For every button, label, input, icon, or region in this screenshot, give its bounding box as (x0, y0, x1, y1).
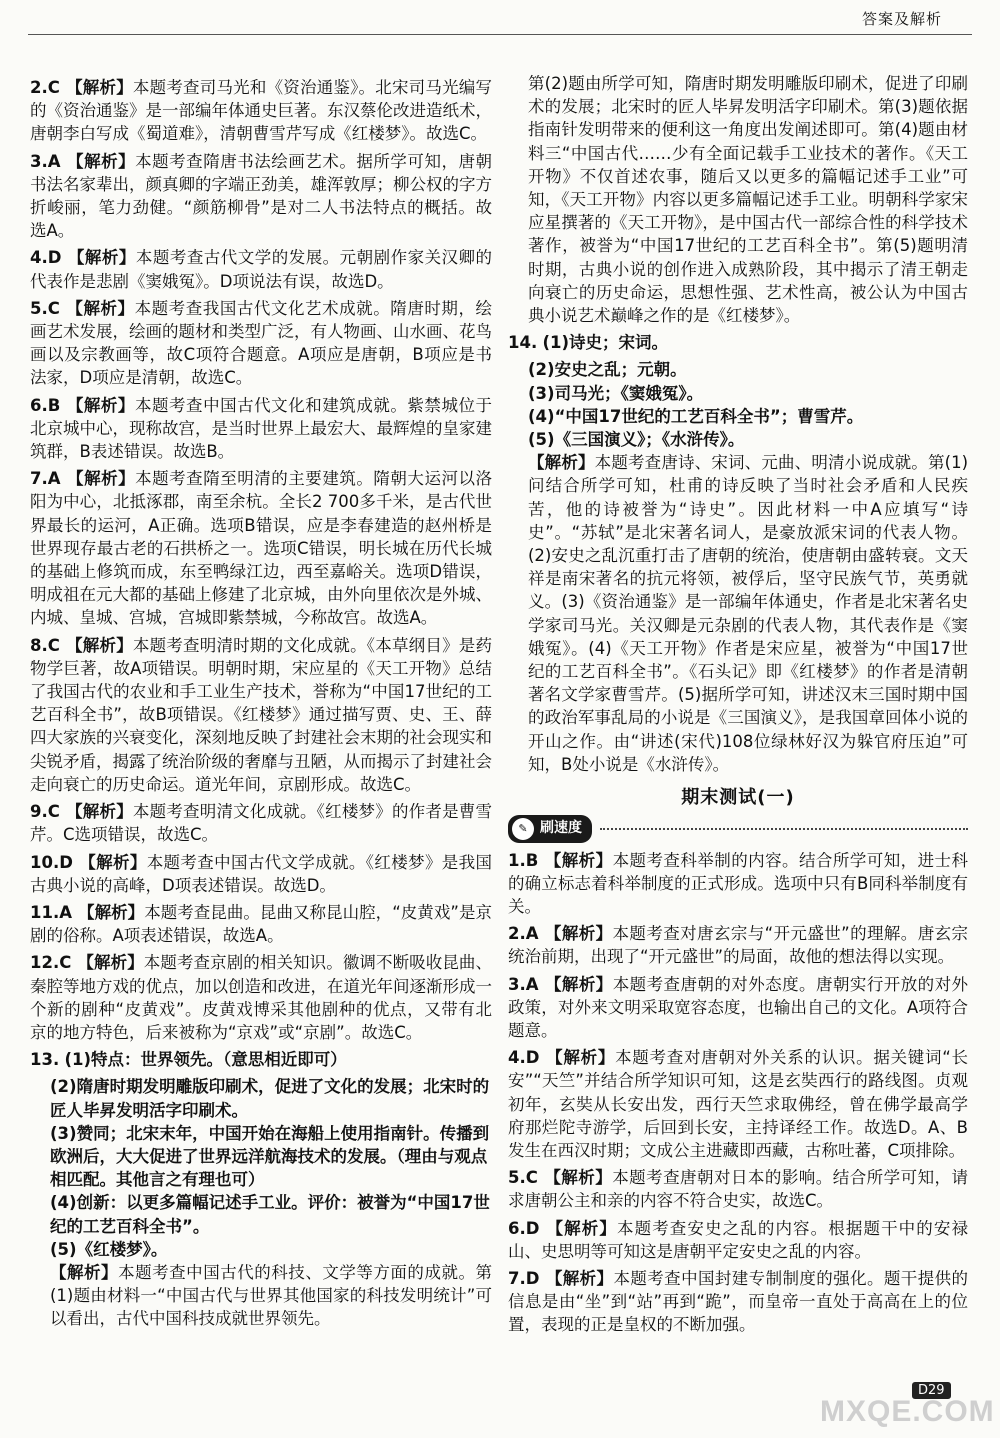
analysis-tag: 【解析】 (544, 924, 613, 944)
answer-item (508, 1166, 968, 1212)
answer-choice: B (525, 850, 539, 870)
pen-icon: ✎ (512, 818, 534, 840)
analysis-text: 本题考查中国古代文化和建筑成就。紫禁城位于北京城中心，现称故宫，是当时世界上最宏大、最辉煌的皇家建筑群，B表述错误。故选B。 (30, 395, 493, 462)
item-number: 3. (30, 151, 48, 171)
answer-choice: A (525, 924, 539, 944)
answer-item (508, 849, 968, 919)
analysis-text: 本题考查隋唐书法绘画艺术。据所学可知，唐朝书法名家辈出，颜真卿的字端正劲美，雄浑敦厚；柳公权的字方折峻丽，笔力劲健。“颜筋柳骨”是对二人书法特点的概括。故选A。 (30, 151, 493, 241)
answer-item (30, 394, 492, 464)
item-number: 6. (30, 395, 48, 415)
answer-item (30, 76, 492, 146)
analysis-text: 本题考查昆曲。昆曲又称昆山腔，“皮黄戏”是京剧的俗称。A项表述错误，故选A。 (30, 902, 492, 946)
q14-line-4: (4)“中国17世纪的工艺百科全书”；曹雪芹。 (528, 406, 864, 426)
analysis-tag: 【解析】 (65, 802, 133, 822)
item-number: 5. (30, 298, 48, 318)
analysis-tag: 【解析】 (66, 469, 136, 489)
analysis-text: 本题考查明清文化成就。《红楼梦》的作者是曹雪芹。C选项错误，故选C。 (30, 802, 493, 845)
item-number: 8. (30, 635, 48, 655)
answer-choice: A (47, 151, 61, 171)
answer-choice: B (47, 395, 61, 415)
q13-line-1: (1)特点：世界领先。（意思相近即可） (64, 1050, 347, 1070)
analysis-text: 本题考查对唐玄宗与“开元盛世”的理解。唐玄宗统治前期，出现了“开元盛世”的局面，故他的想法得以实现。 (508, 924, 968, 967)
analysis-text: 本题考查唐朝对日本的影响。结合所学可知，请求唐朝公主和亲的内容不符合史实，故选C。 (508, 1168, 968, 1211)
q14-analysis (508, 451, 968, 776)
answer-choice: A (47, 469, 61, 489)
q13-line-2: (2)隋唐时期发明雕版印刷术，促进了文化的发展；北宋时的匠人毕昇发明活字印刷术。 (50, 1077, 490, 1120)
item-number: 13. (30, 1050, 60, 1070)
answer-item (30, 246, 492, 292)
answer-item (30, 951, 492, 1044)
item-number: 2. (508, 924, 526, 944)
analysis-text: 本题考查对唐朝对外关系的认识。据关键词“长安”“天竺”并结合所学知识可知，这是玄奘西行的路线图。贞观初年，玄奘从长安出发，西行天竺求取佛经，曾在佛学最高学府那烂陀寺游学，后回到长安，主持译经工作。故选D。A、B发生在西汉时期；文成公主进藏即西藏，古称吐蕃，C项排除。 (508, 1048, 968, 1160)
answer-choice: D (59, 852, 73, 872)
item-number: 9. (30, 802, 48, 822)
q14-line-3: (3)司马光；《窦娥冤》。 (528, 383, 704, 403)
item-number: 1. (508, 850, 526, 870)
analysis-text: 本题考查中国古代文学成就。《红楼梦》是我国古典小说的高峰，D项表述错误。故选D。 (30, 852, 493, 895)
analysis-tag: 【解析】 (67, 248, 136, 268)
speed-banner (508, 815, 968, 842)
analysis-tag: 【解析】 (544, 850, 613, 870)
answer-item (508, 973, 968, 1043)
answer-choice: A (525, 974, 539, 994)
analysis-text: 本题考查司马光和《资治通鉴》。北宋司马光编写的《资治通鉴》是一部编年体通史巨著。东汉蔡伦改进造纸术，唐朝李白写成《蜀道难》，清朝曹雪芹写成《红楼梦》。故选C。 (30, 78, 493, 144)
item-number: 7. (508, 1268, 526, 1288)
analysis-tag: 【解析】 (77, 953, 144, 973)
speed-label: 刷速度 (540, 820, 582, 837)
analysis-tag: 【解析】 (50, 1262, 119, 1282)
q14-line-5: (5)《三国演义》；《水浒传》。 (528, 430, 745, 450)
q14-analysis-text: 本题考查唐诗、宋词、元曲、明清小说成就。第(1)问结合所学可知，杜甫的诗反映了当时社会矛盾和人民疾苦，他的诗被誉为“诗史”。因此材料一中A应填写“诗史”。“苏轼”是北宋著名词人，是豪放派宋词的代表人物。(2)安史之乱沉重打击了唐朝的统治，使唐朝由盛转衰。文天祥是南宋著名的抗元将领，被俘后，坚守民族气节，英勇就义。(3)《资治通鉴》是一部编年体通史，作者是北宋著名史学家司马光。关汉卿是元杂剧的代表人物，其代表作是《窦娥冤》。(4)《天工开物》作者是宋应星，被誉为“中国17世纪的工艺百科全书”。《石头记》即《红楼梦》的作者是清朝著名文学家曹雪芹。(5)据所学可知，讲述汉末三国时期中国的政治军事乱局的小说是《三国演义》，是我国章回体小说的开山之作。由“讲述(宋代)108位绿林好汉为躲官府压迫”可知，B处小说是《水浒传》。 (528, 453, 969, 774)
header-rule (28, 34, 972, 35)
analysis-tag: 【解析】 (65, 298, 135, 318)
item-number: 12. (30, 953, 60, 973)
analysis-text: 本题考查唐朝的对外态度。唐朝实行开放的对外政策，对外来文明采取宽容态度，也输出自己的文化。A项符合题意。 (508, 974, 969, 1040)
item-number: 4. (30, 248, 48, 268)
answer-choice: D (525, 1218, 540, 1238)
answer-item-14 (508, 331, 968, 354)
q14-line-2: (2)安史之乱；元朝。 (528, 360, 687, 380)
analysis-text: 本题考查我国古代文化艺术成就。隋唐时期，绘画艺术发展，绘画的题材和类型广泛，有人物画、山水画、花鸟画以及宗教画等，故C项符合题意。A项应是唐朝，B项应是书法家，D项应是清朝，故选C。 (30, 298, 493, 388)
q14-line-1: (1)诗史；宋词。 (542, 333, 669, 353)
item-number: 14. (508, 333, 538, 353)
answer-item (30, 297, 492, 390)
answer-item (30, 150, 492, 243)
dotted-divider (600, 828, 968, 830)
right-column (508, 72, 968, 1341)
analysis-tag: 【解析】 (66, 395, 135, 415)
answer-choice: C (47, 298, 60, 318)
analysis-tag: 【解析】 (78, 852, 147, 872)
item-number: 7. (30, 469, 48, 489)
item-number: 4. (508, 1048, 526, 1068)
answer-item (508, 1267, 968, 1337)
q13-line-4: (4)创新：以更多篇幅记述手工业。评价：被誉为“中国17世纪的工艺百科全书”。 (50, 1193, 490, 1236)
analysis-tag: 【解析】 (78, 902, 145, 922)
section-title: 期末测试(一) (681, 787, 795, 809)
speed-badge (508, 815, 592, 842)
left-answer-list (30, 76, 492, 1044)
answer-choice: D (47, 248, 62, 268)
answer-choice: C (525, 1168, 538, 1188)
answer-choice: C (47, 78, 60, 97)
answer-item (508, 1046, 968, 1162)
item-number: 2. (30, 78, 48, 97)
answer-choice: C (47, 635, 60, 655)
answer-choice: A (59, 902, 73, 922)
answer-choice: C (59, 953, 72, 973)
q13-line-3: (3)赞同；北宋末年，中国开始在海船上使用指南针。传播到欧洲后，大大促进了世界远洋航海技术的发展。（理由与观点相匹配。其他言之有理也可） (50, 1123, 490, 1190)
analysis-text: 本题考查古代文学的发展。元朝剧作家关汉卿的代表作是悲剧《窦娥冤》。D项说法有误，故选D。 (30, 248, 493, 291)
item-number: 6. (508, 1218, 526, 1238)
q13-analysis (30, 1261, 492, 1331)
analysis-tag: 【解析】 (66, 151, 136, 171)
answer-choice: C (47, 802, 60, 822)
q13-line-5: (5)《红楼梦》。 (50, 1239, 168, 1259)
analysis-text: 本题考查中国封建专制制度的强化。题干提供的信息是由“坐”到“站”再到“跪”，而皇帝一直处于高高在上的位置，表现的正是皇权的不断加强。 (508, 1268, 969, 1335)
analysis-text: 本题考查科举制的内容。结合所学可知，进士科的确立标志着科举制度的正式形成。选项中只有B同科举制度有关。 (508, 850, 969, 916)
right-answer-list (508, 849, 968, 1337)
page-number: D29 (912, 1382, 951, 1399)
item-number: 11. (30, 902, 60, 922)
analysis-text: 本题考查明清时期的文化成就。《本草纲目》是药物学巨著，故A项错误。明朝时期，宋应星的《天工开物》总结了我国古代的农业和手工业生产技术，誉称为“中国17世纪的工艺百科全书”，故B项错误。《红楼梦》通过描写贾、史、王、薛四大家族的兴衰变化，深刻地反映了封建社会末期的社会现实和尖锐矛盾，揭露了统治阶级的奢靡与丑陋，从而揭示了封建社会走向衰亡的历史命运。道光年间，京剧形成。故选C。 (30, 635, 493, 794)
answer-choice: D (525, 1268, 540, 1288)
analysis-tag: 【解析】 (545, 1218, 617, 1238)
answer-choice: D (525, 1048, 540, 1068)
analysis-tag: 【解析】 (545, 1048, 616, 1068)
item-number: 3. (508, 974, 526, 994)
answer-item (508, 922, 968, 968)
watermark: MXQE.COM (820, 1395, 995, 1428)
answer-item (30, 467, 492, 629)
item-number: 5. (508, 1168, 526, 1188)
q13-analysis-continued: 第(2)题由所学可知，隋唐时期发明雕版印刷术，促进了印刷术的发展；北宋时的匠人毕昇发明活字印刷术。第(3)题依据指南针发明带来的便利这一角度出发阐述即可。第(4)题由材料三“中国古代……少有全面记载手工业技术的著作。《天工开物》不仅首述农事，随后又以更多的篇幅记述手工业”可知，《天工开物》内容以更多篇幅记述手工业。明朝科学家宋应星撰著的《天工开物》，是中国古代一部综合性的科学技术著作，被誉为“中国17世纪的工艺百科全书”。第(5)题明清时期，古典小说的创作进入成熟阶段，其中揭示了清王朝走向衰亡的历史命运，思想性强、艺术性高，被公认为中国古典小说艺术巅峰之作的是《红楼梦》。 (528, 74, 968, 326)
answer-item (30, 851, 492, 897)
answer-item (30, 901, 492, 947)
q13-analysis-text: 本题考查中国古代的科技、文学等方面的成就。第(1)题由材料一“中国古代与世界其他国家的科技发明统计”可以看出，古代中国科技成就世界领先。 (50, 1262, 493, 1329)
analysis-tag: 【解析】 (544, 974, 613, 994)
answer-item (508, 1217, 968, 1263)
analysis-tag: 【解析】 (65, 635, 133, 655)
answer-item (30, 634, 492, 796)
analysis-tag: 【解析】 (65, 78, 133, 97)
analysis-text: 本题考查安史之乱的内容。根据题干中的安禄山、史思明等可知这是唐朝平定安史之乱的内容。 (508, 1218, 969, 1261)
analysis-text: 本题考查隋至明清的主要建筑。隋朝大运河以洛阳为中心，北抵涿郡，南至余杭。全长2 700多千米，是古代世界最长的运河，A正确。选项B错误，应是李春建造的赵州桥是世界现存最古老的石拱桥之一。选项C错误，明长城在历代长城的基础上修筑而成，东至鸭绿江边，西至嘉峪关。选项D错误，明成祖在元大都的基础上修建了北京城，由外向里依次是外城、内城、皇城、宫城，宫城即紫禁城，今称故宫。故选A。 (30, 469, 493, 628)
answer-item (30, 800, 492, 846)
analysis-tag: 【解析】 (528, 453, 595, 473)
analysis-text: 本题考查京剧的相关知识。徽调不断吸收昆曲、秦腔等地方戏的优点，加以创造和改进，在道光年间逐渐形成一个新的剧种“皮黄戏”。皮黄戏博采其他剧种的优点，又带有北京的地方特色，后来被称为“京戏”或“京剧”。故选C。 (30, 953, 493, 1042)
analysis-tag: 【解析】 (543, 1168, 613, 1188)
answer-item-13 (30, 1048, 492, 1071)
analysis-tag: 【解析】 (545, 1268, 614, 1288)
page-header: 答案及解析 (861, 10, 942, 28)
item-number: 10. (30, 852, 60, 872)
left-column (30, 76, 492, 1331)
